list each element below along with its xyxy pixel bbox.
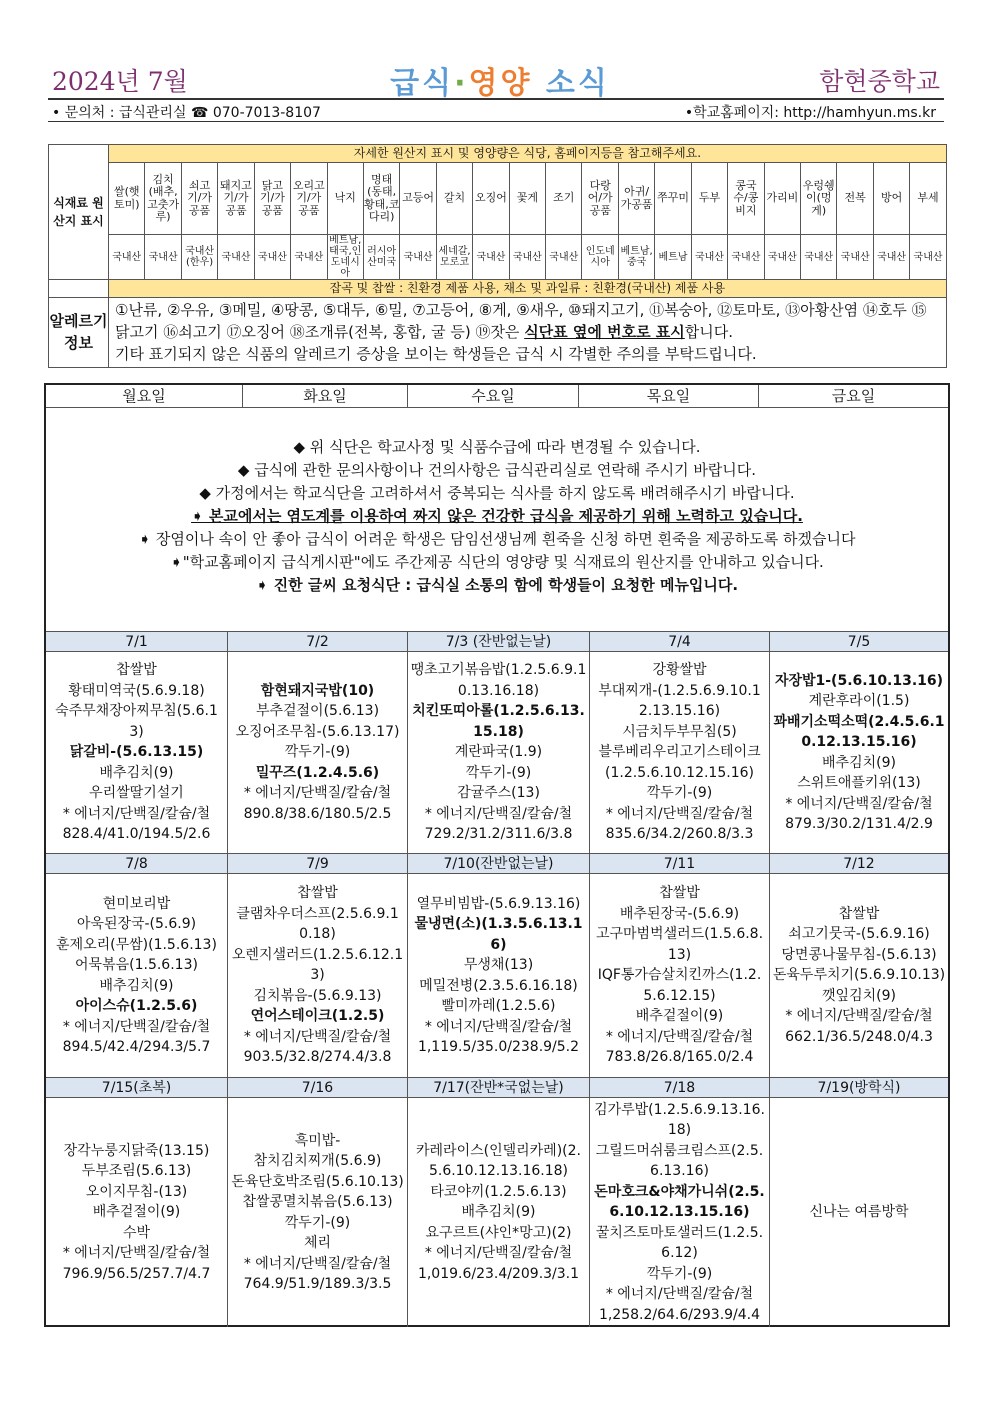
menu-item: 1,258.2/64.6/293.9/4.4 (598, 1306, 761, 1323)
menu-item: 훈제오리(무쌈)(1.5.6.13) (56, 936, 217, 953)
origin-item: 명태(동태,황태,코다리) (363, 163, 399, 235)
newsletter-title (310, 58, 690, 102)
menu-item: * 에너지/단백질/칼슘/철 (62, 1018, 211, 1035)
origin-country: 러시아산미국 (363, 235, 399, 280)
menu-item: 닭갈비-(5.6.13.15) (69, 744, 204, 761)
allergy-emphasis: 식단표 옆에 번호로 표시 (524, 322, 685, 341)
origin-country: 국내산 (291, 235, 327, 280)
date-label: 7/3 (잔반없는날) (408, 632, 590, 651)
menu-item: 배추김치(9) (461, 1204, 536, 1221)
menu-item: * 에너지/단백질/칼슘/철 (424, 1018, 573, 1035)
menu-item: * 에너지/단백질/칼슘/철 (605, 805, 754, 822)
menu-item: 계란파국(1.9) (454, 744, 543, 761)
menu-item: 타코야끼(1.2.5.6.13) (430, 1183, 567, 1200)
notice-line: ➧ 장염이나 속이 안 좋아 급식이 어려운 학생은 담임선생님께 흰죽을 신청 하면 흰죽을 제공하도록 하겠습니다 (138, 530, 856, 548)
menu-item: 감귤주스(13) (457, 785, 540, 802)
origin-item: 우렁쉥이(멍게) (801, 163, 837, 235)
origin-item: 쭈꾸미 (655, 163, 691, 235)
menu-item: 우리쌀딸기설기 (89, 785, 184, 802)
menu-item: 계란후라이(1.5) (808, 693, 910, 709)
menu-item: 오렌지샐러드(1.2.5.6.12.13) (231, 946, 404, 984)
origin-country: 베트남,중국 (618, 235, 654, 280)
menu-item: * 에너지/단백질/칼슘/철 (785, 795, 933, 812)
day-menu (46, 652, 228, 853)
menu-item: 무생채(13) (463, 957, 534, 973)
menu-item: 치킨또띠아롤(1.2.5.6.13.15.18) (412, 703, 585, 740)
menu-calendar (44, 383, 950, 1327)
menu-item: 828.4/41.0/194.5/2.6 (62, 826, 211, 843)
menu-item: 깍두기-(9) (284, 744, 351, 761)
menu-item: 꿀치즈토마토샐러드(1.2.5.6.12) (595, 1224, 764, 1262)
week-3 (46, 1077, 948, 1327)
origin-label: 식재료 원산지 표시 (49, 145, 109, 280)
origin-item: 쇠고기/가공품 (181, 163, 217, 235)
origin-item: 쌀(햇토미) (109, 163, 145, 235)
date-label: 7/12 (770, 854, 948, 873)
date-label: 7/9 (228, 854, 408, 873)
menu-item: 클램차우더스프(2.5.6.9.10.18) (236, 905, 399, 943)
day-menu (770, 652, 948, 853)
week-1 (46, 631, 948, 853)
menu-item: 강황쌀밥 (652, 662, 707, 679)
menu-item: 황태미역국(5.6.9.18) (68, 682, 205, 699)
menu-item: 당면콩나물무침-(5.6.13) (781, 946, 937, 963)
menu-item: 밀꾸즈(1.2.4.5.6) (255, 764, 380, 781)
menu-item: 어묵볶음(1.5.6.13) (75, 957, 198, 973)
menu-item: 현미보리밥 (102, 895, 171, 912)
menu-item: * 에너지/단백질/칼슘/철 (605, 1286, 754, 1303)
menu-item: 764.9/51.9/189.3/3.5 (243, 1276, 392, 1292)
day-menu (590, 874, 770, 1077)
origin-country: 국내산 (109, 235, 145, 280)
day-menu (228, 1098, 408, 1327)
date-label: 7/11 (590, 854, 770, 873)
menu-item: 스위트애플키위(13) (797, 775, 921, 791)
menu-item: 참치김치찌개(5.6.9) (253, 1153, 382, 1169)
menu-item: * 에너지/단백질/칼슘/철 (785, 1008, 933, 1025)
menu-item: 체리 (303, 1235, 332, 1251)
weekday-label: 목요일 (579, 385, 759, 407)
origin-item: 오리고기/가공품 (291, 163, 327, 235)
origin-item: 돼지고기/가공품 (218, 163, 254, 235)
origin-country: 국내산 (764, 235, 800, 280)
origin-country: 국내산 (691, 235, 727, 280)
date-label: 7/4 (590, 632, 770, 651)
menu-item: 요구르트(샤인*망고)(2) (425, 1224, 572, 1241)
allergy-label: 알레르기 정보 (49, 298, 109, 368)
origin-country: 인도네시아 (582, 235, 618, 280)
menu-item: * 에너지/단백질/칼슘/철 (62, 805, 211, 822)
menu-item: 배추겉절이(9) (635, 1008, 724, 1025)
origin-country: 국내산 (801, 235, 837, 280)
date-label: 7/5 (770, 632, 948, 651)
origin-country: 국내산 (145, 235, 181, 280)
menu-item: IQF통가슴살치킨까스(1.2.5.6.12.15) (597, 967, 762, 1004)
weekday-label: 월요일 (46, 385, 243, 407)
origin-country: 국내산 (509, 235, 545, 280)
menu-item: 자장밥1-(5.6.10.13.16) (774, 672, 944, 689)
menu-item: 879.3/30.2/131.4/2.9 (785, 816, 933, 832)
date-label: 7/16 (228, 1078, 408, 1097)
date-row (46, 632, 948, 652)
menu-item: 김치볶음-(5.6.9.13) (253, 987, 382, 1004)
date-label: 7/18 (590, 1078, 770, 1097)
menu-item: 숙주무채장아찌무침(5.6.13) (55, 703, 218, 740)
menu-item: 신나는 여름방학 (809, 1204, 909, 1221)
menu-item: 열무비빔밥-(5.6.9.13.16) (416, 895, 581, 912)
menu-item: 오징어조무침-(5.6.13.17) (235, 723, 400, 740)
origin-country: 베트남 (655, 235, 691, 280)
menu-item: 890.8/38.6/180.5/2.5 (243, 805, 392, 822)
menu-item: 1,119.5/35.0/238.9/5.2 (417, 1039, 580, 1055)
school-name: 함현중학교 (819, 67, 940, 96)
menu-item: * 에너지/단백질/칼슘/철 (243, 785, 392, 802)
menu-item: 배추김치(9) (99, 977, 174, 994)
allergy-info (109, 298, 947, 368)
origin-country: 국내산 (546, 235, 582, 280)
menu-item: 땡초고기볶음밥(1.2.5.6.9.10.13.16.18) (410, 662, 587, 699)
menu-item: * 에너지/단백질/칼슘/철 (605, 1028, 754, 1045)
menu-item: 찹쌀밥 (116, 662, 157, 679)
origin-item: 오징어 (473, 163, 509, 235)
origin-note: 자세한 원산지 표시 및 영양량은 식당, 홈페이지등을 참고해주세요. (109, 145, 947, 163)
menu-item: * 에너지/단백질/칼슘/철 (62, 1245, 211, 1262)
school-website[interactable]: •학교홈페이지: http://hamhyun.ms.kr (684, 105, 936, 121)
allergy-caution: 기타 표기되지 않은 식품의 알레르기 증상을 보이는 학생들은 급식 시 각별한 주의를 부탁드립니다. (115, 344, 757, 363)
origin-item: 김치(배추,고춧가루) (145, 163, 181, 235)
menu-item: 시금치두부무침(5) (622, 723, 737, 740)
notice-line: ➧ 진한 글씨 요청식단 : 급식실 소통의 함에 학생들이 요청한 메뉴입니다. (255, 576, 739, 594)
weekday-label: 화요일 (243, 385, 408, 407)
menu-item: * 에너지/단백질/칼슘/철 (243, 1255, 392, 1272)
day-menu (408, 652, 590, 853)
menu-item: 꽈배기소떡소떡(2.4.5.6.10.12.13.15.16) (773, 713, 945, 750)
origin-country: 국내산 (400, 235, 436, 280)
menu-item: 835.6/34.2/260.8/3.3 (605, 826, 754, 843)
menu-item: 물냉면(소)(1.3.5.6.13.16) (414, 916, 583, 953)
menu-item: 찹쌀밥 (297, 885, 338, 902)
day-menu (770, 1098, 948, 1327)
menu-item: 729.2/31.2/311.6/3.8 (424, 826, 573, 843)
date-row (46, 1078, 948, 1098)
origin-item: 콩국수/콩비지 (728, 163, 764, 235)
date-label: 7/2 (228, 632, 408, 651)
menu-item: 두부조림(5.6.13) (81, 1163, 192, 1180)
origin-item: 낙지 (327, 163, 363, 235)
menu-item: 수박 (122, 1224, 151, 1241)
menu-item: 찹쌀밥 (659, 885, 700, 902)
date-label: 7/17(잔반*국없는날) (408, 1078, 590, 1097)
day-menu (46, 874, 228, 1077)
origin-item: 닭고기/가공품 (254, 163, 290, 235)
date-label: 7/8 (46, 854, 228, 873)
notice-line: ◆ 위 식단은 학교사정 및 식품수급에 따라 변경될 수 있습니다. (293, 438, 701, 456)
menu-item: 장각누룽지닭죽(13.15) (63, 1142, 210, 1159)
origin-item: 두부 (691, 163, 727, 235)
menu-item: 배추된장국-(5.6.9) (619, 905, 740, 922)
menu-item: 배추겉절이(9) (92, 1204, 181, 1221)
menu-item: * 에너지/단백질/칼슘/철 (424, 805, 573, 822)
origin-country: 국내산 (254, 235, 290, 280)
menu-item: 고구마범벅샐러드(1.5.6.8.13) (595, 926, 764, 963)
menu-item: 깻잎김치(9) (822, 987, 896, 1004)
origin-item: 전복 (837, 163, 873, 235)
menu-item: * 에너지/단백질/칼슘/철 (424, 1245, 573, 1262)
date-label: 7/15(초복) (46, 1078, 228, 1097)
title-part-1: 급식 (390, 66, 455, 101)
menu-item: 1,019.6/23.4/209.3/3.1 (417, 1265, 580, 1282)
notice-box (46, 409, 948, 632)
allergy-list: ①난류, ②우유, ③메밀, ④땅콩, ⑤대두, ⑥밀, ⑦고등어, ⑧게, ⑨새우, ⑩돼지고기, ⑪복숭아, ⑫토마토, ⑬아황산염 ⑭호두 ⑮닭고기 ⑯쇠고기 ⑰오징어 ⑱조개류(전복, 홍합, 굴 등) ⑲잣은 (115, 301, 927, 341)
menu-item: 903.5/32.8/274.4/3.8 (243, 1049, 392, 1066)
origin-item: 아귀/가공품 (618, 163, 654, 235)
year-month: 2024년 7월 (52, 67, 188, 96)
menu-item: 부추겉절이(5.6.13) (255, 703, 380, 720)
title-part-2: · (454, 66, 469, 101)
contact-bar (48, 98, 944, 122)
menu-item: 깍두기-(9) (646, 785, 713, 802)
menu-item: 796.9/56.5/257.7/4.7 (62, 1265, 211, 1282)
day-menu (590, 652, 770, 853)
menu-item: 찹쌀밥 (838, 905, 880, 922)
origin-country: 국내산 (728, 235, 764, 280)
page-header (48, 58, 944, 101)
notice-line: ◆ 가정에서는 학교식단을 고려하셔서 중복되는 식사를 하지 않도록 배려해주시기 바랍니다. (199, 484, 795, 502)
menu-item: 894.5/42.4/294.3/5.7 (62, 1039, 211, 1055)
menu-item: 배추김치(9) (99, 764, 174, 781)
menu-item: 배추김치(9) (822, 754, 896, 771)
notice-line: ◆ 급식에 관한 문의사항이나 건의사항은 급식관리실로 연락해 주시기 바랍니다. (237, 461, 757, 479)
menu-item: 돈마호크&야채가니쉬(2.5.6.10.12.13.15.16) (594, 1183, 765, 1221)
origin-table (48, 144, 947, 368)
menu-item: 쇠고기뭇국-(5.6.9.16) (788, 926, 930, 943)
title-part-3: 영양 (468, 66, 533, 101)
origin-item: 조기 (546, 163, 582, 235)
origin-country: 세네갈,모로코 (436, 235, 472, 280)
origin-item: 갈치 (436, 163, 472, 235)
weekday-label: 수요일 (408, 385, 579, 407)
menu-item: 783.8/26.8/165.0/2.4 (605, 1049, 754, 1066)
date-label: 7/10(잔반없는날) (408, 854, 590, 873)
day-menu (228, 652, 408, 853)
day-menu (770, 874, 948, 1077)
menu-item: 찹쌀콩멸치볶음(5.6.13) (242, 1194, 393, 1210)
allergy-list-end: 합니다. (684, 322, 734, 341)
origin-item: 가리비 (764, 163, 800, 235)
menu-item: 아욱된장국-(5.6.9) (76, 916, 197, 932)
date-row (46, 854, 948, 874)
weekday-header (46, 385, 948, 408)
date-label: 7/19(방학식) (770, 1078, 948, 1097)
origin-country: 국내산 (218, 235, 254, 280)
menu-item: * 에너지/단백질/칼슘/철 (243, 1028, 392, 1045)
menu-item: 함현돼지국밥(10) (260, 682, 375, 699)
day-menu (408, 1098, 590, 1327)
menu-item: 메밀전병(2.3.5.6.16.18) (419, 977, 578, 994)
notice-line: ➧"학교홈페이지 급식게시판"에도 주간제공 식단의 영양량 및 식재료의 원산지를 안내하고 있습니다. (170, 553, 824, 571)
menu-item: 흑미밥- (294, 1132, 341, 1149)
origin-item: 꽃게 (509, 163, 545, 235)
menu-item: 연어스테이크(1.2.5) (250, 1008, 385, 1025)
menu-item: 부대찌개-(1.2.5.6.9.10.12.13.15.16) (598, 682, 761, 720)
menu-item: 깍두기-(9) (284, 1214, 351, 1231)
notice-line: ➧ 본교에서는 염도계를 이용하여 짜지 않은 건강한 급식을 제공하기 위해 노력하고 있습니다. (191, 507, 803, 525)
menu-item: 카레라이스(인델리카레)(2.5.6.10.12.13.16.18) (416, 1142, 581, 1180)
day-menu (46, 1098, 228, 1327)
weekday-label: 금요일 (831, 387, 876, 405)
origin-item: 고등어 (400, 163, 436, 235)
title-part-4: 소식 (532, 66, 610, 101)
menu-item: 662.1/36.5/248.0/4.3 (785, 1028, 933, 1045)
menu-item: 블루베리우리고기스테이크(1.2.5.6.10.12.15.16) (598, 744, 761, 781)
menu-item: 김가루밥(1.2.5.6.9.13.16.18) (594, 1101, 765, 1139)
menu-item: 돈육단호박조림(5.6.10.13) (231, 1173, 404, 1190)
origin-item: 다랑어/가공품 (582, 163, 618, 235)
menu-item: 돈육두루치기(5.6.9.10.13) (772, 967, 946, 984)
eco-note: 잡곡 및 찹쌀 : 친환경 제품 사용, 채소 및 과일류 : 친환경(국내산) 제품 사용 (109, 280, 947, 298)
contact-info: • 문의처 : 급식관리실 ☎ 070-7013-8107 (52, 105, 321, 121)
menu-item: 오이지무침-(13) (85, 1183, 188, 1200)
origin-item: 부세 (910, 163, 947, 235)
menu-item: 깍두기-(9) (646, 1265, 713, 1282)
date-label: 7/1 (46, 632, 228, 651)
menu-item: 아이스슈(1.2.5.6) (75, 998, 198, 1014)
day-menu (408, 874, 590, 1077)
day-menu (228, 874, 408, 1077)
origin-country: 국내산 (873, 235, 909, 280)
origin-country: 국내산 (837, 235, 873, 280)
origin-country: 베트남,태국,인도네시아 (327, 235, 363, 280)
week-2 (46, 853, 948, 1077)
day-menu (590, 1098, 770, 1327)
origin-item: 방어 (873, 163, 909, 235)
menu-item: 그릴드머쉬룸크림스프(2.5.6.13.16) (595, 1142, 764, 1180)
menu-item: 깍두기-(9) (465, 764, 532, 781)
origin-country: 국내산 (910, 235, 947, 280)
origin-country: 국내산 (473, 235, 509, 280)
origin-country: 국내산(한우) (181, 235, 217, 280)
menu-item: 빨미까레(1.2.5.6) (441, 998, 556, 1014)
